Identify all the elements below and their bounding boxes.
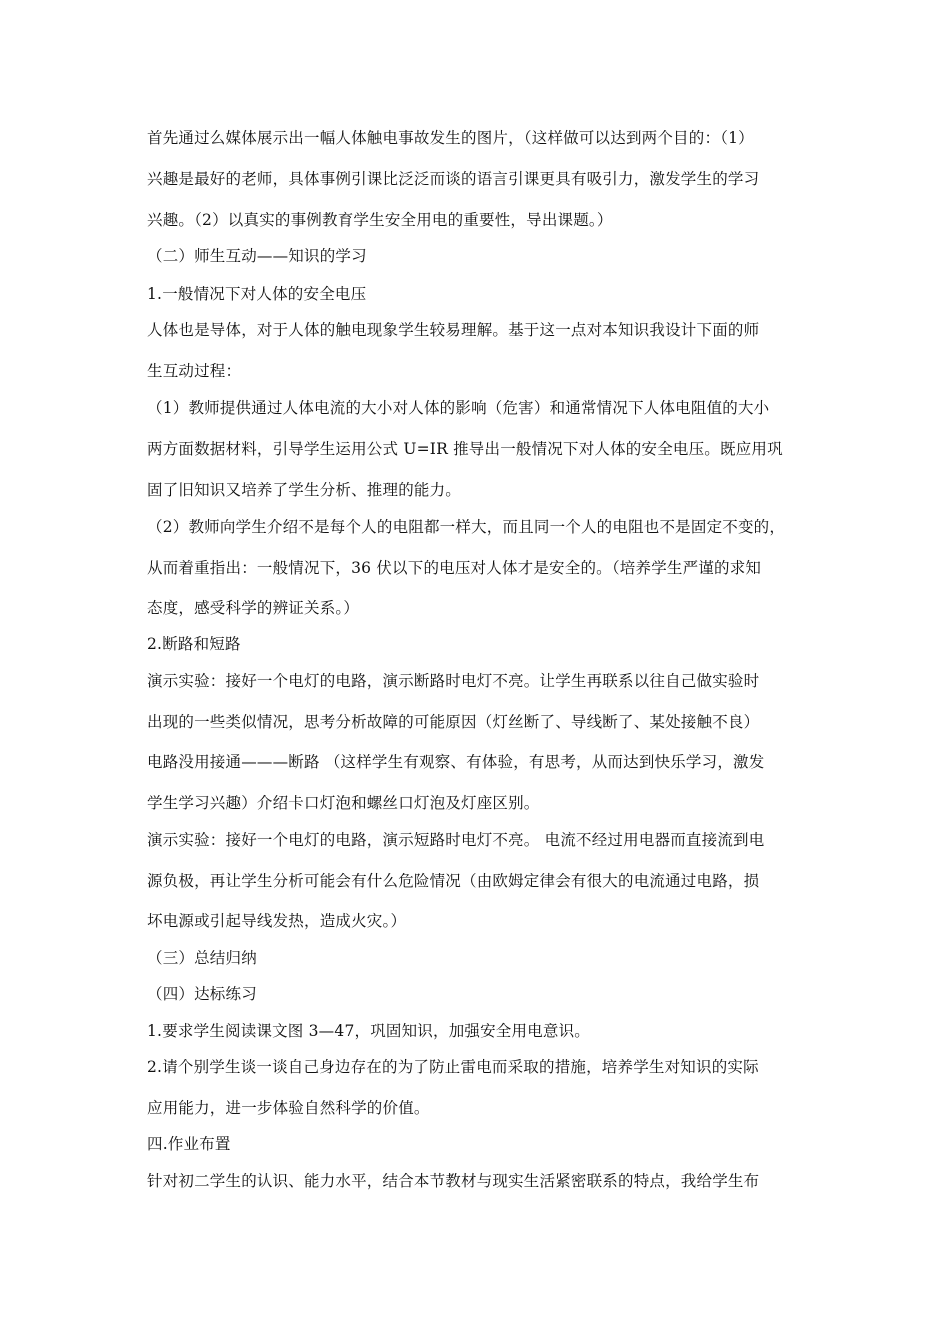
paragraph-line: 演示实验：接好一个电灯的电路，演示断路时电灯不亮。让学生再联系以往自己做实验时 (147, 672, 760, 690)
paragraph-line: （2）教师向学生介绍不是每个人的电阻都一样大，而且同一个人的电阻也不是固定不变的， (147, 518, 786, 536)
paragraph-line: 1.要求学生阅读课文图 3—47，巩固知识，加强安全用电意识。 (147, 1022, 591, 1040)
paragraph-line: 出现的一些类似情况，思考分析故障的可能原因（灯丝断了、导线断了、某处接触不良） (147, 713, 760, 731)
paragraph-line: 2.请个别学生谈一谈自己身边存在的为了防止雷电而采取的措施，培养学生对知识的实际 (147, 1058, 759, 1076)
paragraph-line: 首先通过么媒体展示出一幅人体触电事故发生的图片，（这样做可以达到两个目的：（1） (147, 129, 754, 147)
subsection-heading: 2.断路和短路 (147, 635, 241, 653)
subsection-heading: 1.一般情况下对人体的安全电压 (147, 285, 367, 303)
paragraph-line: 演示实验：接好一个电灯的电路，演示短路时电灯不亮。 电流不经过用电器而直接流到电 (147, 831, 765, 849)
paragraph-line: 学生学习兴趣）介绍卡口灯泡和螺丝口灯泡及灯座区别。 (147, 794, 540, 812)
section-heading: （二）师生互动——知识的学习 (147, 247, 367, 265)
section-heading: 四.作业布置 (147, 1135, 231, 1153)
paragraph-line: 兴趣。（2）以真实的事例教育学生安全用电的重要性，导出课题。） (147, 211, 613, 229)
paragraph-line: 源负极，再让学生分析可能会有什么危险情况（由欧姆定律会有很大的电流通过电路，损 (147, 872, 760, 890)
paragraph-line: 坏电源或引起导线发热，造成火灾。） (147, 912, 407, 930)
paragraph-line: 从而着重指出：一般情况下，36 伏以下的电压对人体才是安全的。（培养学生严谨的求知 (147, 559, 762, 577)
paragraph-line: （1）教师提供通过人体电流的大小对人体的影响（危害）和通常情况下人体电阻值的大小 (147, 399, 770, 417)
paragraph-line: 电路没用接通———断路 （这样学生有观察、有体验，有思考，从而达到快乐学习，激发 (147, 753, 765, 771)
section-heading: （四）达标练习 (147, 985, 257, 1003)
paragraph-line: 兴趣是最好的老师，具体事例引课比泛泛而谈的语言引课更具有吸引力，激发学生的学习 (147, 170, 760, 188)
paragraph-line: 态度，感受科学的辨证关系。） (147, 599, 360, 617)
paragraph-line: 两方面数据材料，引导学生运用公式 U=IR 推导出一般情况下对人体的安全电压。既应用巩 (147, 440, 783, 458)
paragraph-line: 生互动过程： (147, 362, 242, 380)
paragraph-line: 针对初二学生的认识、能力水平，结合本节教材与现实生活紧密联系的特点，我给学生布 (147, 1172, 760, 1190)
paragraph-line: 固了旧知识又培养了学生分析、推理的能力。 (147, 481, 462, 499)
paragraph-line: 应用能力，进一步体验自然科学的价值。 (147, 1099, 430, 1117)
paragraph-line: 人体也是导体，对于人体的触电现象学生较易理解。基于这一点对本知识我设计下面的师 (147, 321, 760, 339)
section-heading: （三）总结归纳 (147, 949, 257, 967)
